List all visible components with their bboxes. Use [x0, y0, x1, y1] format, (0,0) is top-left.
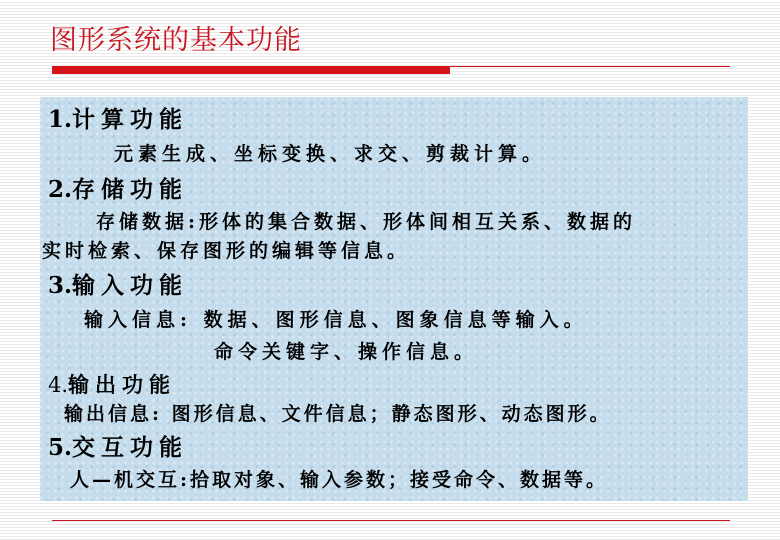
section-title: 存储功能	[72, 176, 189, 203]
section-title: 输入功能	[72, 272, 189, 299]
section-4-heading	[48, 369, 176, 399]
footer-divider-line	[52, 520, 730, 521]
section-number: 5.	[48, 434, 73, 461]
section-2-line-2: 实时检索、保存图形的编辑等信息。	[42, 240, 411, 262]
section-3-line-2: 命令关键字、操作信息。	[214, 341, 479, 363]
section-number: 1.	[48, 106, 73, 133]
section-title: 输出功能	[68, 372, 177, 397]
section-2-heading	[48, 171, 188, 204]
section-number: 3.	[48, 272, 73, 299]
content-panel	[40, 97, 748, 501]
section-number: 4.	[48, 373, 69, 397]
section-2-line-1: 存储数据:形体的集合数据、形体间相互关系、数据的	[96, 211, 637, 233]
section-5-heading	[48, 429, 188, 462]
section-1-heading	[48, 101, 188, 134]
section-3-line-1: 输入信息: 数据、图形信息、图象信息等输入。	[84, 309, 588, 331]
title-accent-bar	[52, 66, 450, 74]
section-title: 计算功能	[72, 106, 189, 133]
section-3-heading	[48, 267, 188, 300]
section-number: 2.	[48, 176, 73, 203]
section-4-line-1: 输出信息: 图形信息、文件信息；静态图形、动态图形。	[64, 403, 612, 425]
section-5-line-1: 人—机交互:拾取对象、输入参数；接受命令、数据等。	[70, 469, 609, 491]
section-title: 交互功能	[72, 434, 189, 461]
slide-title: 图形系统的基本功能	[50, 25, 302, 56]
section-1-line-1: 元素生成、坐标变换、求交、剪裁计算。	[114, 143, 547, 165]
title-divider-line	[450, 66, 730, 67]
